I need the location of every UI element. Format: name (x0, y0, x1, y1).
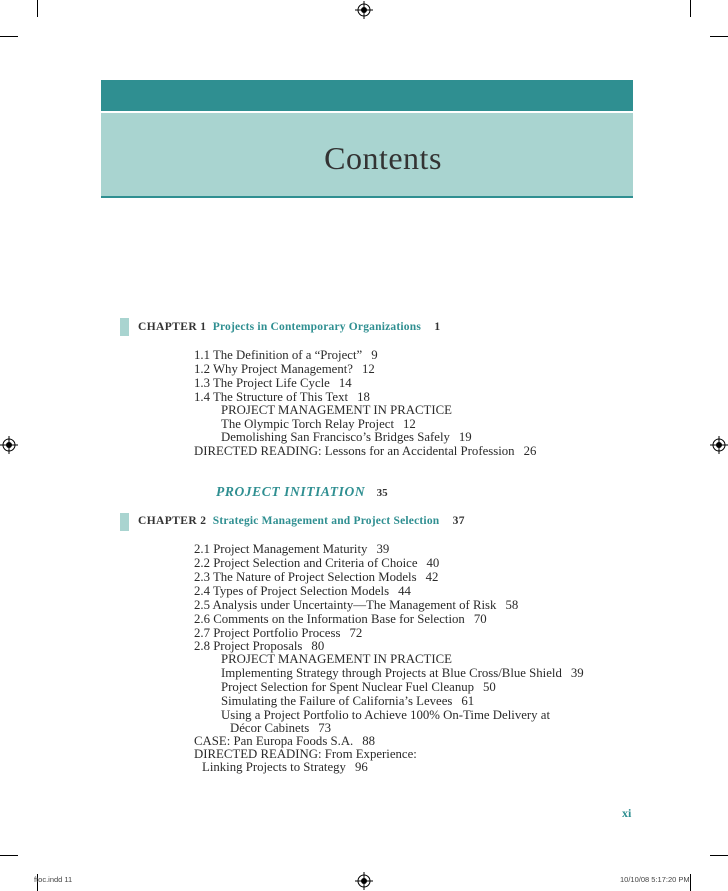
part-page: 35 (376, 487, 388, 499)
toc-entry: 2.6 Comments on the Information Base for Selection 70 (194, 612, 487, 626)
pmp-item: Demolishing San Francisco’s Bridges Safely 19 (221, 430, 472, 444)
crop-mark (0, 855, 18, 856)
timestamp-slug: 10/10/08 5:17:20 PM (620, 875, 690, 884)
pmp-item: The Olympic Torch Relay Project 12 (221, 417, 416, 431)
toc-entry: 2.1 Project Management Maturity 39 (194, 542, 390, 556)
crop-mark (710, 36, 728, 37)
registration-mark-icon (355, 872, 373, 890)
toc-entry: 1.2 Why Project Management? 12 (194, 362, 375, 376)
chapter-page: 37 (452, 515, 465, 527)
directed-reading-continued: Linking Projects to Strategy 96 (202, 760, 368, 774)
file-slug: ftoc.indd 11 (34, 875, 73, 884)
registration-mark-icon (355, 1, 373, 19)
pmp-heading: PROJECT MANAGEMENT IN PRACTICE (221, 652, 452, 666)
part-title: PROJECT INITIATION (216, 484, 366, 499)
toc-entry: 2.5 Analysis under Uncertainty—The Management of Risk 58 (194, 598, 519, 612)
pmp-item: Implementing Strategy through Projects at Blue Cross/Blue Shield 39 (221, 666, 584, 680)
crop-mark (690, 874, 691, 891)
chapter-page: 1 (434, 321, 441, 333)
part-heading (216, 484, 388, 500)
registration-mark-icon (710, 436, 728, 454)
toc-entry: 2.4 Types of Project Selection Models 44 (194, 584, 411, 598)
toc-entry: 2.3 The Nature of Project Selection Models 42 (194, 570, 439, 584)
crop-mark (0, 36, 18, 37)
toc-entry: 1.4 The Structure of This Text 18 (194, 390, 370, 404)
chapter-label: CHAPTER 2 (138, 515, 207, 527)
chapter-marker (120, 318, 129, 336)
header-band-dark (101, 80, 633, 111)
directed-reading: DIRECTED READING: From Experience: (194, 747, 417, 761)
pmp-item: Using a Project Portfolio to Achieve 100% On-Time Delivery at (221, 708, 550, 722)
page-number: xi (622, 806, 632, 820)
page-title: Contents (324, 140, 442, 176)
toc-entry: 1.1 The Definition of a “Project” 9 (194, 348, 378, 362)
pmp-item: Project Selection for Spent Nuclear Fuel Cleanup 50 (221, 680, 496, 694)
chapter-title: Strategic Management and Project Selection (212, 515, 440, 527)
pmp-heading: PROJECT MANAGEMENT IN PRACTICE (221, 403, 452, 417)
header-rule (101, 196, 633, 198)
crop-mark (37, 0, 38, 17)
chapter-1-heading (138, 321, 440, 333)
chapter-marker (120, 513, 129, 531)
crop-mark (690, 0, 691, 17)
toc-entry: 2.7 Project Portfolio Process 72 (194, 626, 363, 640)
registration-mark-icon (0, 436, 18, 454)
case-entry: CASE: Pan Europa Foods S.A. 88 (194, 734, 376, 748)
chapter-title: Projects in Contemporary Organizations (212, 321, 422, 333)
pmp-item-continued: Décor Cabinets 73 (230, 721, 332, 735)
directed-reading: DIRECTED READING: Lessons for an Accidental Profession 26 (194, 444, 537, 458)
toc-entry: 2.2 Project Selection and Criteria of Choice 40 (194, 556, 440, 570)
pmp-item: Simulating the Failure of California’s Levees 61 (221, 694, 475, 708)
toc-entry: 2.8 Project Proposals 80 (194, 639, 325, 653)
toc-entry: 1.3 The Project Life Cycle 14 (194, 376, 352, 390)
chapter-label: CHAPTER 1 (138, 321, 207, 333)
crop-mark (710, 855, 728, 856)
chapter-2-heading (138, 515, 465, 527)
